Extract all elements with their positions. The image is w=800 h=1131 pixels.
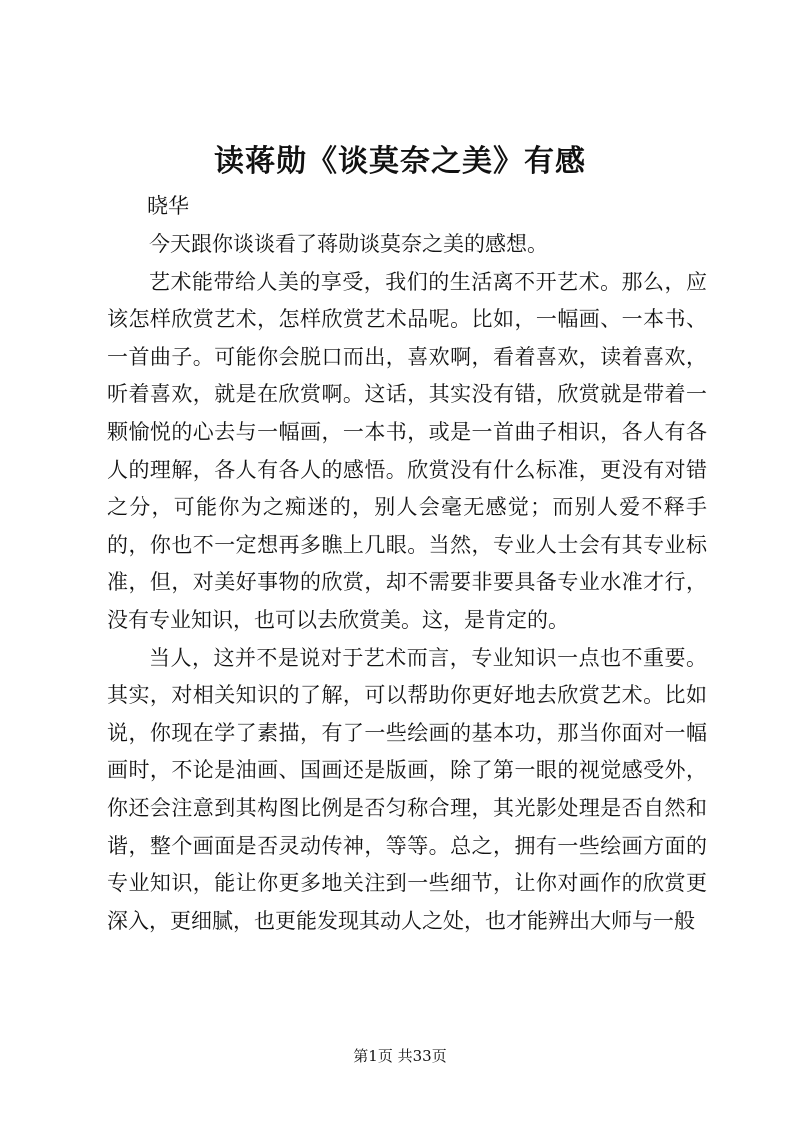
paragraph-1: 今天跟你谈谈看了蒋勋谈莫奈之美的感想。 <box>149 232 548 256</box>
paragraph-3: 当人，这并不是说对于艺术而言，专业知识一点也不重要。其实，对相关知识的了解，可以帮助你更好地去欣赏艺术。比如说，你现在学了素描，有了一些绘画的基本功，那当你面对一幅画时，不论是油画、国画还是版画，除了第一眼的视觉感受外，你还会注意到其构图比例是否匀称合理，其光影处理是否自然和谐，整个画面是否灵动传神，等等。总之，拥有一些绘画方面的专业知识，能让你更多地关注到一些细节，让你对画作的欣赏更深入，更细腻，也更能发现其动人之处，也才能辨出大师与一般 <box>107 645 707 933</box>
document-title: 读蒋勋《谈莫奈之美》有感 <box>214 144 586 179</box>
paragraph-2: 艺术能带给人美的享受，我们的生活离不开艺术。那么，应该怎样欣赏艺术，怎样欣赏艺术品呢。比如，一幅画、一本书、一首曲子。可能你会脱口而出，喜欢啊，看着喜欢，读着喜欢，听着喜欢，就是在欣赏啊。这话，其实没有错，欣赏就是带着一颗愉悦的心去与一幅画，一本书，或是一首曲子相识，各人有各人的理解，各人有各人的感悟。欣赏没有什么标准，更没有对错之分，可能你为之痴迷的，别人会毫无感觉；而别人爱不释手的，你也不一定想再多瞧上几眼。当然，专业人士会有其专业标准，但，对美好事物的欣赏，却不需要非要具备专业水准才行，没有专业知识，也可以去欣赏美。这，是肯定的。 <box>107 269 707 632</box>
page-footer: 第1页 共33页 <box>353 1047 447 1065</box>
author-name: 晓华 <box>147 194 189 218</box>
document-body <box>107 226 707 940</box>
